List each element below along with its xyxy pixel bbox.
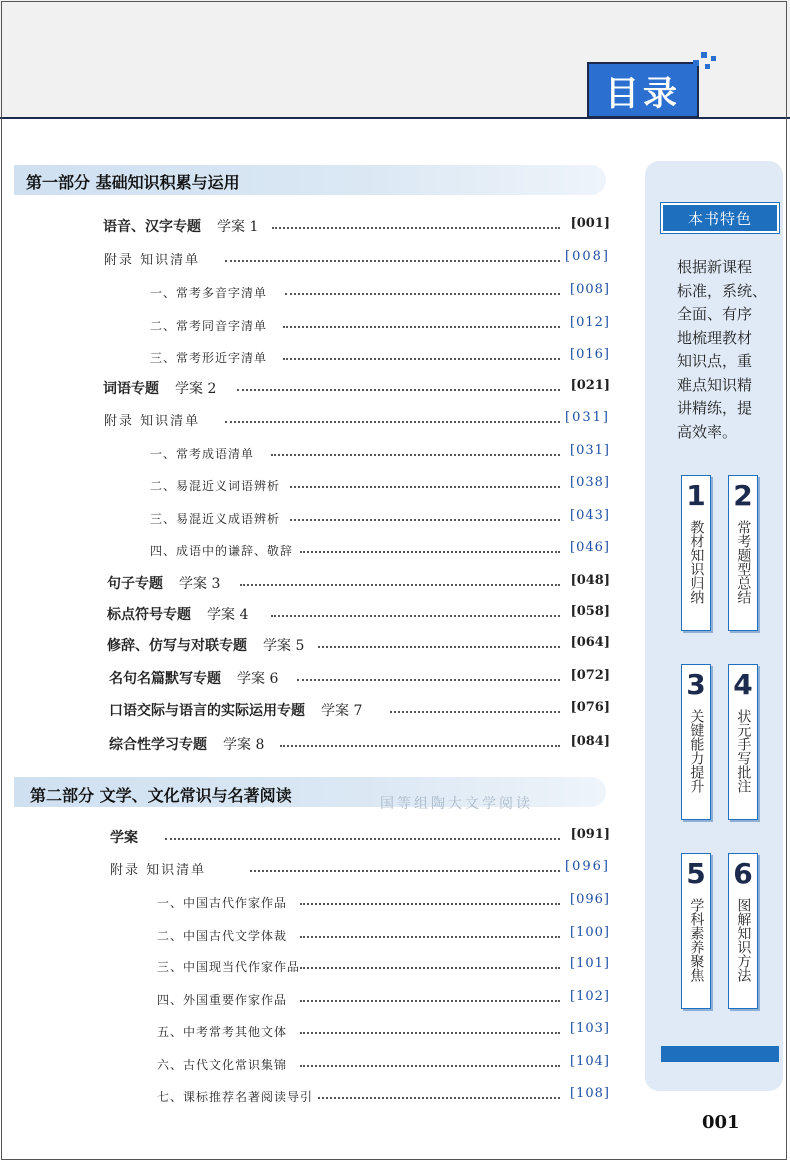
toc-entry-page: [091] <box>570 827 610 842</box>
toc-entry-title: 二、易混近义词语辨析 <box>150 479 281 493</box>
part1-title: 第一部分 基础知识积累与运用 <box>26 173 240 192</box>
toc-entry-lesson: 学案 4 <box>207 607 249 623</box>
toc-entry-title: 二、中国古代文学体裁 <box>157 929 288 943</box>
features-line: 地梳理教材 <box>677 328 753 347</box>
toc-entry-lesson: 学案 5 <box>263 638 305 654</box>
toc-entry-title: 四、成语中的谦辞、敬辞 <box>150 544 294 558</box>
features-line: 难点知识精 <box>677 375 753 394</box>
toc-entry-title: 修辞、仿写与对联专题 学案 5 <box>107 638 305 654</box>
toc-entry-title: 口语交际与语言的实际运用专题 学案 7 <box>109 703 363 719</box>
features-line: 全面、有序 <box>677 305 753 323</box>
toc-entry-title: 四、外国重要作家作品 <box>157 993 288 1007</box>
toc-entry-page: [012] <box>570 315 610 330</box>
feature-text: 图解知识方法 <box>735 898 752 982</box>
toc-entry-title: 附录 知识清单 <box>110 863 207 878</box>
toc-entry-title: 语音、汉字专题 学案 1 <box>103 219 259 235</box>
toc-entry-page: [058] <box>570 604 610 619</box>
toc-entry-page: [038] <box>570 475 610 490</box>
toc-entry-lesson: 学案 2 <box>175 381 217 397</box>
feature-number: 2 <box>733 479 753 512</box>
feature-number: 5 <box>686 857 706 890</box>
toc-entry-title: 一、常考多音字清单 <box>150 286 268 300</box>
toc-entry-page: [076] <box>570 700 610 715</box>
toc-entry-title: 词语专题 学案 2 <box>103 381 217 397</box>
toc-entry-lesson: 学案 6 <box>237 671 279 687</box>
toc-entry-title: 六、古代文化常识集锦 <box>157 1058 288 1072</box>
features-line: 标准，系统、 <box>677 281 768 300</box>
toc-entry-title: 二、常考同音字清单 <box>150 319 268 333</box>
toc-entry-page: [096] <box>565 859 610 874</box>
feature-number: 4 <box>733 668 753 701</box>
toc-entry-page: [084] <box>570 734 610 749</box>
toc-entry-title: 五、中考常考其他文体 <box>157 1025 288 1039</box>
feature-text: 学科素养聚焦 <box>688 898 705 982</box>
faint-bleed-text: 国等组陶大文学阅读 <box>380 796 533 812</box>
toc-entry-page: [001] <box>570 216 610 231</box>
toc-title: 目录 <box>587 62 699 118</box>
toc-entry-title: 名句名篇默写专题 学案 6 <box>109 671 279 687</box>
feature-text: 教材知识归纳 <box>688 520 705 604</box>
toc-entry-page: [031] <box>570 443 610 458</box>
toc-entry-title: 句子专题 学案 3 <box>107 576 221 592</box>
toc-entry-title: 三、易混近义成语辨析 <box>150 512 281 526</box>
part2-title: 第二部分 文学、文化常识与名著阅读 <box>30 786 292 805</box>
page-number: 001 <box>702 1112 740 1133</box>
toc-entry-title: 标点符号专题 学案 4 <box>107 607 249 623</box>
toc-entry-page: [046] <box>570 540 610 555</box>
feature-text: 关键能力提升 <box>688 709 705 793</box>
toc-entry-title: 附录 知识清单 <box>104 414 201 429</box>
features-line: 根据新课程 <box>677 258 753 276</box>
features-line: 知识点，重 <box>677 352 753 370</box>
toc-entry-page: [008] <box>565 249 610 264</box>
toc-entry-title: 三、中国现当代作家作品 <box>157 960 301 974</box>
toc-entry-lesson: 学案 8 <box>223 737 265 753</box>
features-label: 本书特色 <box>661 203 779 233</box>
toc-entry-page: [101] <box>570 956 610 971</box>
toc-entry-title: 一、常考成语清单 <box>150 447 255 461</box>
toc-entry-page: [008] <box>570 282 610 297</box>
toc-entry-page: [103] <box>570 1021 610 1036</box>
feature-number: 3 <box>686 668 706 701</box>
toc-entry-page: [104] <box>570 1054 610 1069</box>
toc-entry-page: [016] <box>570 347 610 362</box>
toc-entry-page: [072] <box>570 668 610 683</box>
toc-entry-page: [102] <box>570 989 610 1004</box>
toc-entry-page: [021] <box>570 378 610 393</box>
feature-number: 1 <box>686 479 706 512</box>
toc-entry-title: 综合性学习专题 学案 8 <box>109 737 265 753</box>
page-frame <box>1 1 787 1160</box>
toc-entry-page: [108] <box>570 1086 610 1101</box>
toc-entry-page: [048] <box>570 573 610 588</box>
toc-entry-lesson: 学案 1 <box>217 219 259 235</box>
toc-entry-title: 学案 <box>110 830 138 846</box>
toc-entry-title: 三、常考形近字清单 <box>150 351 268 365</box>
feature-number: 6 <box>733 857 753 890</box>
toc-entry-page: [096] <box>570 892 610 907</box>
feature-text: 常考题型总结 <box>735 520 752 604</box>
toc-entry-page: [064] <box>570 635 610 650</box>
toc-entry-page: [100] <box>570 925 610 940</box>
toc-entry-lesson: 学案 7 <box>321 703 363 719</box>
toc-entry-lesson: 学案 3 <box>179 576 221 592</box>
toc-entry-title: 附录 知识清单 <box>104 253 201 268</box>
features-line: 高效率。 <box>677 422 738 441</box>
toc-entry-title: 一、中国古代作家作品 <box>157 896 288 910</box>
toc-entry-page: [043] <box>570 508 610 523</box>
features-line: 讲精练，提 <box>677 399 753 417</box>
toc-entry-title: 七、课标推荐名著阅读导引 <box>157 1090 314 1104</box>
feature-text: 状元手写批注 <box>735 709 752 793</box>
toc-entry-page: [031] <box>565 410 610 425</box>
